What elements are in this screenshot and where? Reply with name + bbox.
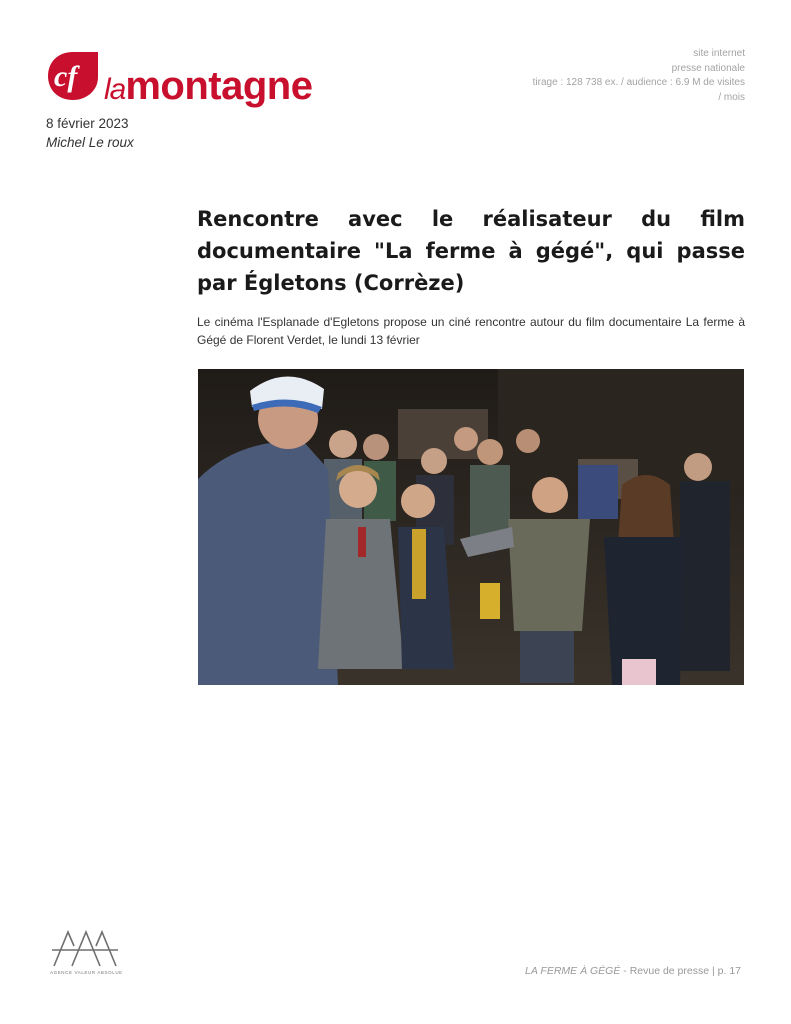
logo-wordmark [104, 64, 312, 109]
agency-logo-icon [50, 926, 120, 976]
publication-meta [485, 47, 745, 105]
logo-prefix: la [104, 73, 126, 106]
meta-line: site internet [693, 48, 745, 59]
article-photo [198, 369, 744, 685]
article-date: 8 février 2023 [46, 116, 129, 131]
svg-text:cf: cf [54, 60, 78, 93]
article-lead: Le cinéma l'Esplanade d'Egletons propose un ciné rencontre autour du film documentaire La ferme à Gégé de Florent Verdet, le lundi 13 février [197, 315, 745, 347]
footer-doc-title: LA FERME À GÉGÉ [525, 965, 621, 977]
logo-name: montagne [125, 64, 313, 108]
agency-name: AGENCE VALEUR ABSOLUE [50, 970, 123, 975]
article-author: Michel Le roux [46, 135, 134, 150]
footer-page-number: | p. 17 [712, 965, 741, 977]
meta-line: / mois [718, 91, 745, 103]
la-montagne-logo [46, 50, 366, 114]
footer-page-info [525, 965, 741, 977]
photo-illustration [198, 369, 744, 685]
article-title: Rencontre avec le réalisateur du film documentaire "La ferme à gégé", qui passe par Égletons (Corrèze) [197, 207, 745, 295]
meta-line: tirage : 128 738 ex. / audience : 6.9 M de visites [532, 77, 745, 88]
footer-separator: - [620, 965, 630, 977]
footer-section: Revue de presse [629, 965, 710, 977]
meta-line: presse nationale [671, 62, 745, 74]
la-montagne-mark-icon [46, 50, 100, 102]
